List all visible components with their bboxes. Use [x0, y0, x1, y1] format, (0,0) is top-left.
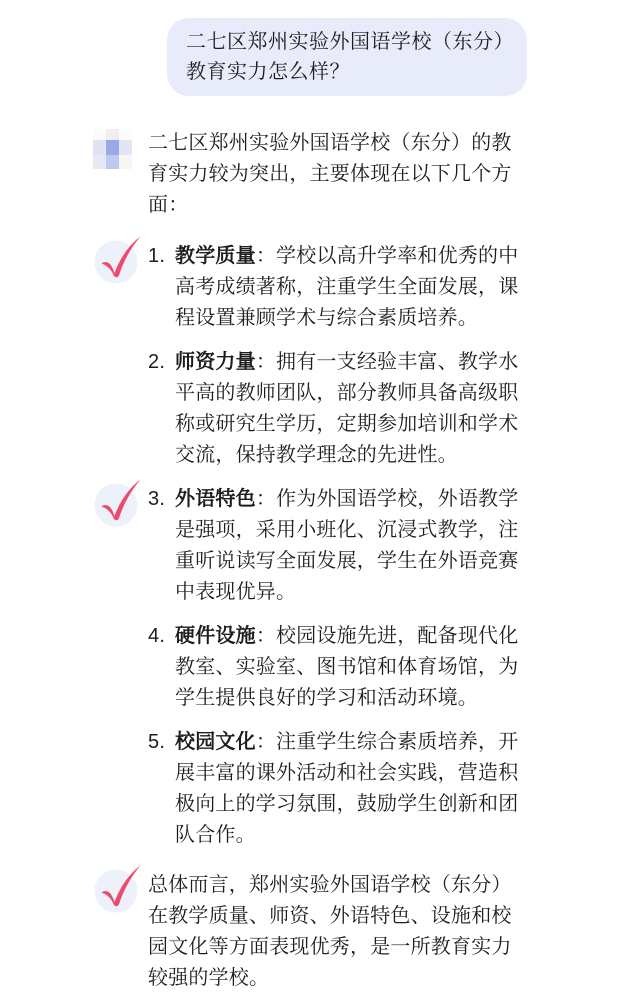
list-item-title: 师资力量: [175, 351, 256, 373]
list-item-colon: ：: [255, 488, 277, 510]
check-icon: [93, 478, 145, 528]
avatar-pixel: [93, 129, 106, 140]
avatar-pixel: [106, 155, 119, 169]
list-item-text: [175, 241, 527, 334]
assistant-summary-text: 总体而言，郑州实验外国语学校（东分）在教学质量、师资、外语特色、设施和校园文化等方面表现优秀，是一所教育实力较强的学校。: [148, 874, 512, 989]
list-item-number: 1.: [148, 245, 166, 267]
list-item-colon: ：: [255, 351, 277, 373]
list-item: [148, 347, 527, 471]
list-item-number: 2.: [148, 351, 166, 373]
user-message-bubble: 二七区郑州实验外国语学校（东分）教育实力怎么样？: [167, 18, 527, 96]
assistant-points-list: [148, 241, 527, 851]
check-icon: [93, 235, 145, 285]
list-item-text: [175, 347, 527, 471]
list-item-number: 3.: [148, 488, 166, 510]
list-item: [148, 727, 527, 851]
list-item-title: 外语特色: [175, 488, 256, 510]
list-item-title: 教学质量: [175, 245, 256, 267]
list-item-body: 校园设施先进，配备现代化教室、实验室、图书馆和体育场馆，为学生提供良好的学习和活动环境。: [175, 625, 519, 709]
list-item-title: 硬件设施: [175, 625, 256, 647]
list-item-body: 学校以高升学率和优秀的中高考成绩著称，注重学生全面发展，课程设置兼顾学术与综合素质培养。: [175, 245, 519, 329]
assistant-summary: [148, 870, 527, 994]
list-item: [148, 241, 527, 334]
list-item: [148, 621, 527, 714]
check-icon: [93, 864, 145, 914]
list-item-text: [175, 484, 527, 608]
list-item-body: 拥有一支经验丰富、教学水平高的教师团队，部分教师具备高级职称或研究生学历，定期参加培训和学术交流，保持教学理念的先进性。: [175, 351, 519, 466]
list-item-number: 4.: [148, 625, 166, 647]
avatar-pixel: [93, 155, 106, 169]
assistant-avatar: [93, 129, 132, 169]
list-item-colon: ：: [255, 625, 277, 647]
avatar-pixel: [119, 129, 132, 140]
list-item-colon: ：: [255, 731, 277, 753]
list-item-text: [175, 727, 527, 851]
list-item-number: 5.: [148, 731, 166, 753]
avatar-pixel: [119, 155, 132, 169]
avatar-pixel: [106, 140, 119, 155]
avatar-pixel: [106, 129, 119, 140]
list-item-colon: ：: [255, 245, 277, 267]
user-message-row: [93, 18, 527, 96]
assistant-intro-text: 二七区郑州实验外国语学校（东分）的教育实力较为突出，主要体现在以下几个方面：: [148, 132, 512, 216]
assistant-message-body: [148, 128, 527, 994]
avatar-pixel: [119, 140, 132, 155]
list-item-title: 校园文化: [175, 731, 256, 753]
list-item-body: 作为外国语学校，外语教学是强项，采用小班化、沉浸式教学，注重听说读写全面发展，学生在外语竞赛中表现优异。: [175, 488, 519, 603]
list-item-text: [175, 621, 527, 714]
assistant-message-row: [93, 128, 527, 994]
avatar-pixel: [93, 140, 106, 155]
list-item-body: 注重学生综合素质培养，开展丰富的课外活动和社会实践，营造积极向上的学习氛围，鼓励学生创新和团队合作。: [175, 731, 519, 846]
list-item: [148, 484, 527, 608]
